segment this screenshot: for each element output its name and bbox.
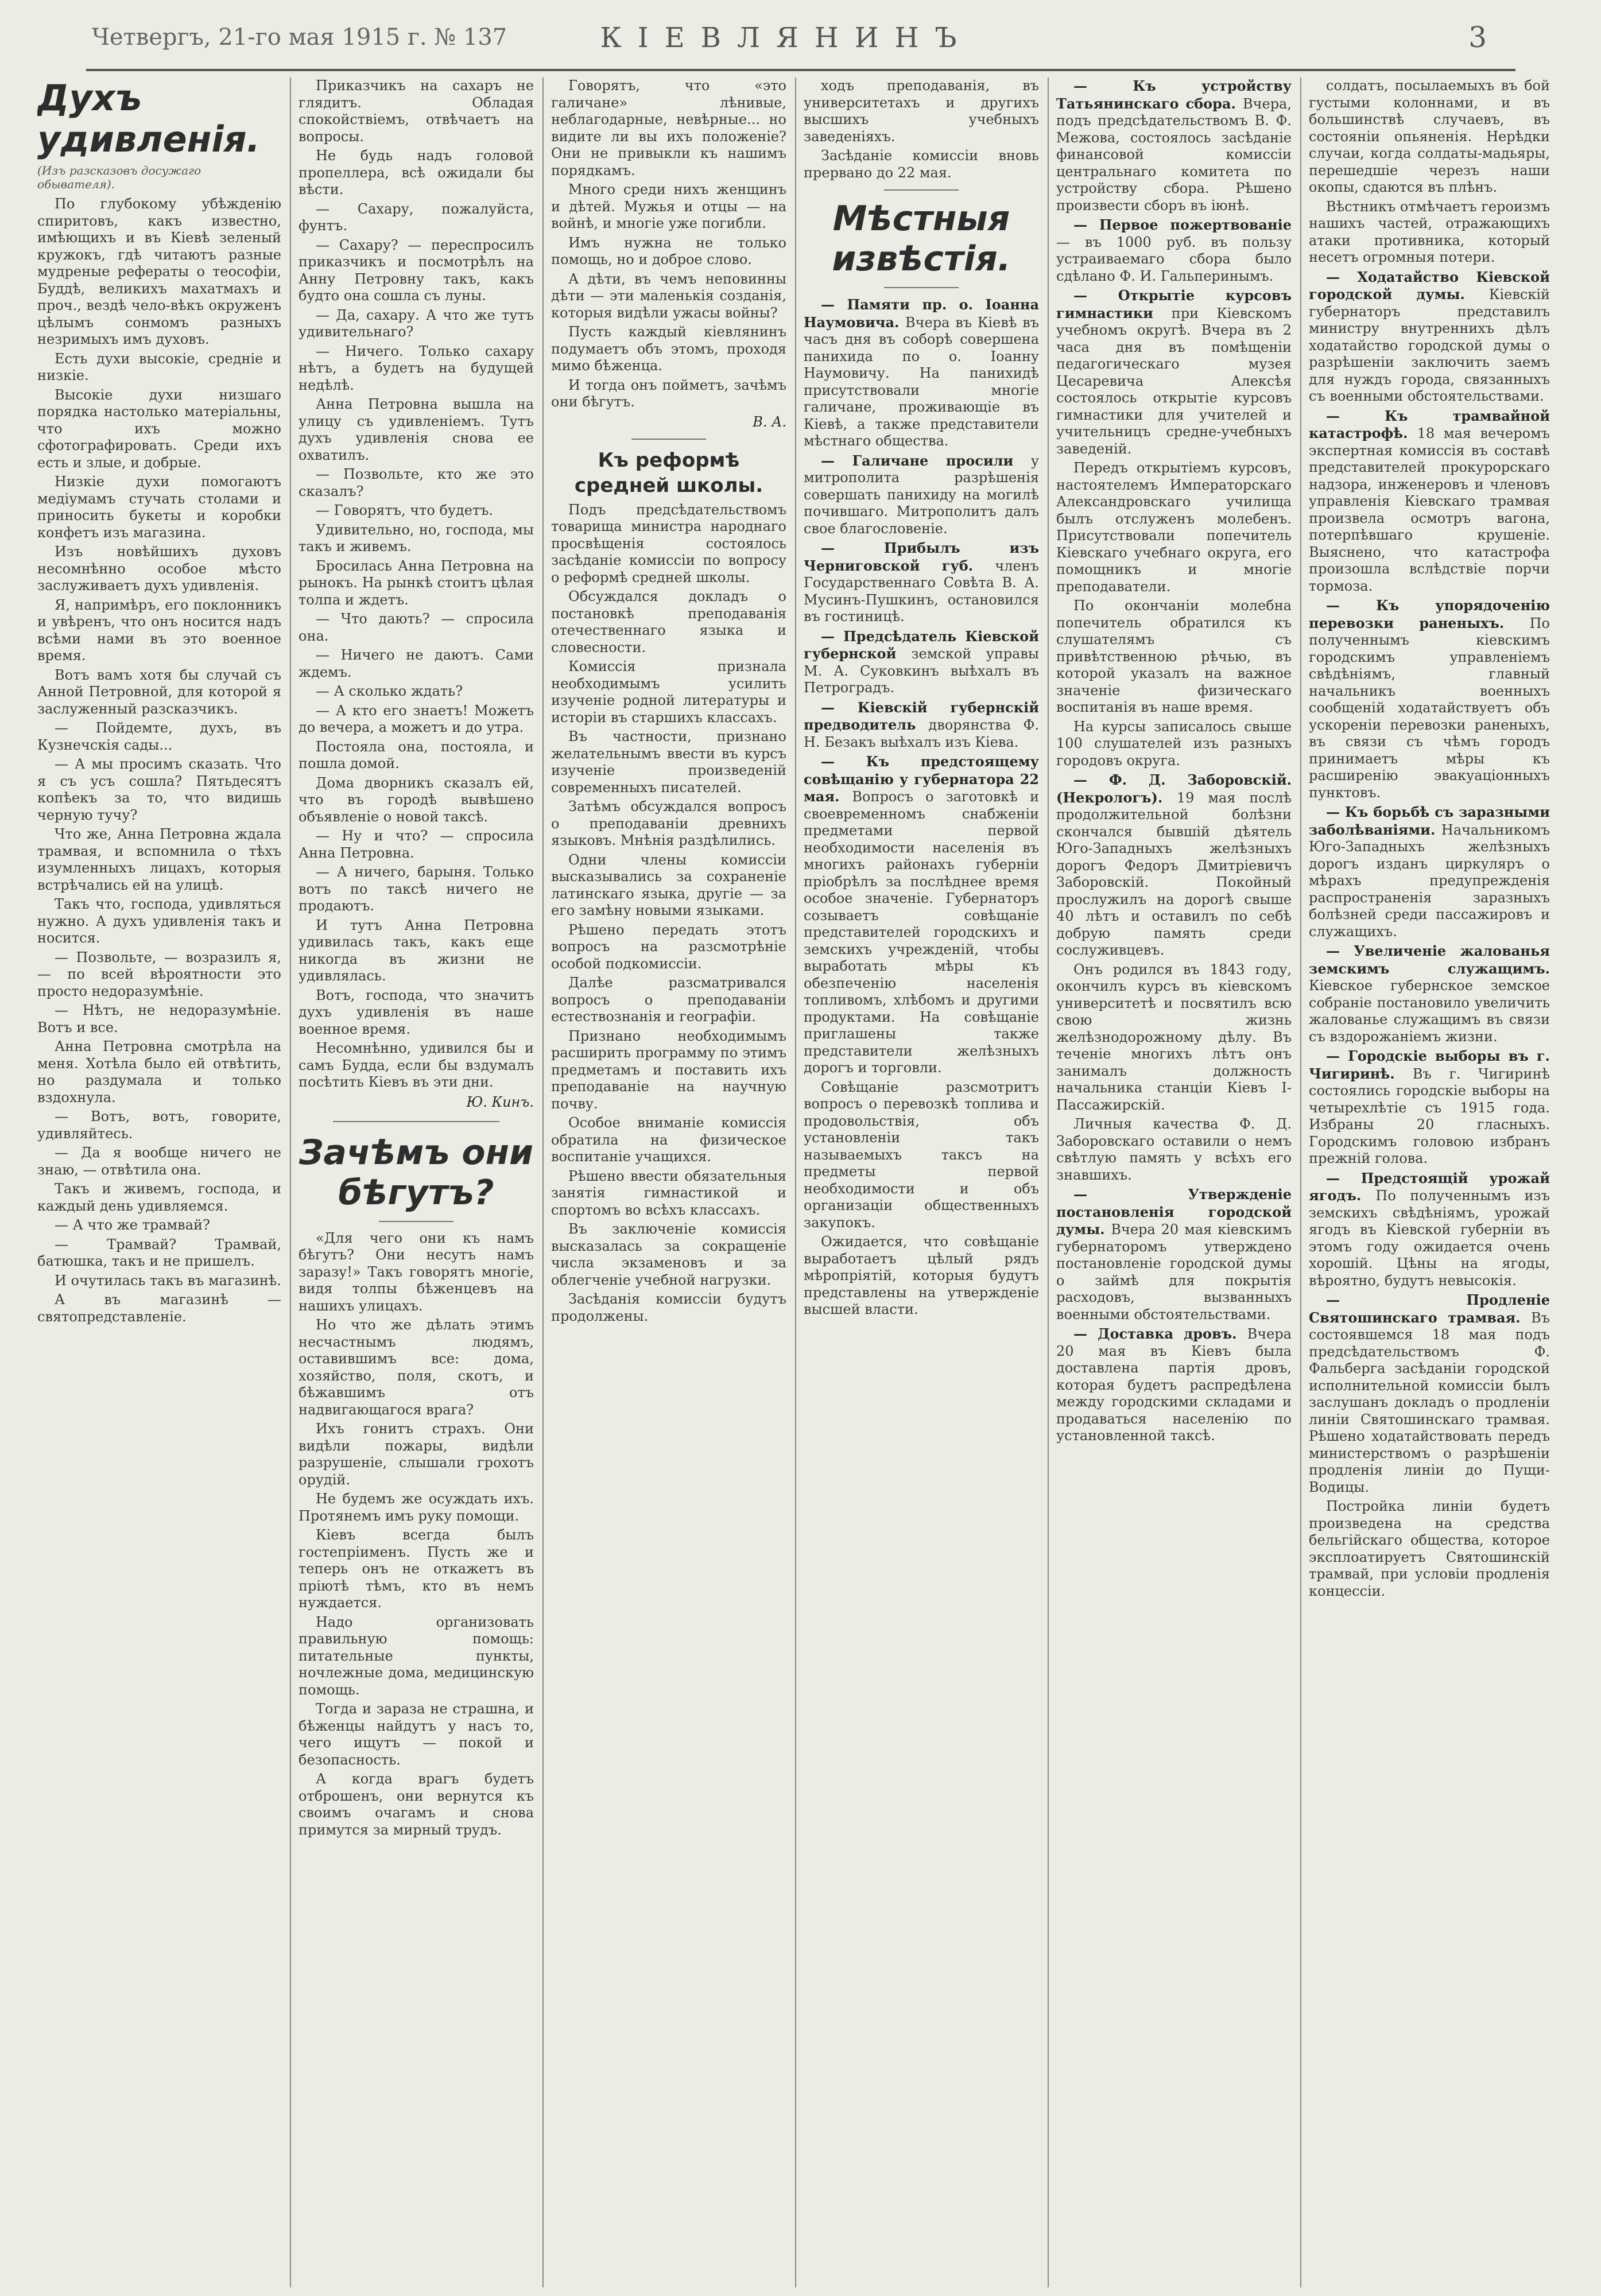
news-item-title: — Къ трамвайной катастрофѣ.: [1309, 407, 1550, 441]
paragraph: — А кто его знаетъ! Можетъ до вечера, а можетъ и до утра.: [299, 702, 534, 735]
paragraph: Одни члены комиссіи высказывались за сохраненіе латинскаго языка, другіе — за его замѣну новыми языками.: [551, 851, 786, 918]
section-divider: [884, 287, 959, 288]
news-item-title: — Утвержденіе постановленія городской думы.: [1056, 1186, 1292, 1238]
paragraph: И тогда онъ пойметъ, зачѣмъ они бѣгутъ.: [551, 377, 786, 410]
section-divider: [884, 189, 959, 191]
column-divider: [795, 77, 796, 2287]
column-6: [1309, 77, 1550, 2287]
paragraph: — Да я вообще ничего не знаю, — отвѣтила она.: [37, 1145, 281, 1178]
news-item: [1056, 961, 1292, 1114]
news-item-text: По окончаніи молебна попечитель обратился къ слушателямъ съ привѣтственною рѣчью, въ которой указалъ на важное значеніе физическаго воспитанія въ наше время.: [1056, 598, 1292, 715]
paragraph: — Ничего. Только сахару нѣтъ, а будетъ на будущей недѣлѣ.: [299, 343, 534, 393]
paragraph: Пусть каждый кіевлянинъ подумаетъ объ этомъ, проходя мимо бѣженца.: [551, 324, 786, 374]
news-item: [1309, 597, 1550, 801]
paragraph: А дѣти, въ чемъ неповинны дѣти — эти маленькія созданія, которыя видѣли ужасы войны?: [551, 270, 786, 321]
paragraph: Затѣмъ обсуждался вопросъ о преподаваніи древнихъ языковъ. Мнѣнія раздѣлились.: [551, 798, 786, 848]
paragraph: Приказчикъ на сахаръ не глядитъ. Обладая спокойствіемъ, отвѣчаетъ на вопросы.: [299, 77, 534, 145]
news-item: [1056, 77, 1292, 214]
news-item-title: — Ф. Д. Заборовскій. (Некрологъ).: [1056, 771, 1292, 806]
newspaper-title: КІЕВЛЯНИНЪ: [600, 22, 973, 54]
column-5: [1056, 77, 1292, 2287]
paragraph: Удивительно, но, господа, мы такъ и живемъ.: [299, 521, 534, 554]
paragraph: Засѣданіе комиссіи вновь прервано до 22 мая.: [804, 148, 1039, 181]
news-item-text: Начальникомъ Юго-Западныхъ желѣзныхъ дорогъ изданъ циркуляръ о мѣрахъ предупрежденія распространенія заразныхъ болѣзней среди пассажировъ и служащихъ.: [1309, 821, 1550, 940]
paragraph: Такъ и живемъ, господа, и каждый день удивляемся.: [37, 1181, 281, 1214]
news-item-text: По полученнымъ кіевскимъ городскимъ управленіемъ свѣдѣніямъ, главный начальникъ военныхъ сообщеній ходатайствуетъ объ ускореніи перевозки раненыхъ, въ связи съ чѣмъ городъ принимаетъ мѣры къ расширенію эвакуаціонныхъ пунктовъ.: [1309, 615, 1550, 801]
paragraph: Несомнѣнно, удивился бы и самъ Будда, если бы вздумалъ посѣтить Кіевъ въ эти дни.: [299, 1040, 534, 1090]
paragraph: Анна Петровна смотрѣла на меня. Хотѣла было ей отвѣтить, но раздумала и только вздохнула.: [37, 1038, 281, 1106]
paragraph: Много среди нихъ женщинъ и дѣтей. Мужья и отцы — на войнѣ, и многіе уже погибли.: [551, 181, 786, 231]
news-item: [1309, 1498, 1550, 1600]
section-headline: Мѣстныя извѣстія.: [832, 199, 1011, 279]
paragraph: Ихъ гонитъ страхъ. Они видѣли пожары, видѣли разрушеніе, слышали грохотъ орудій.: [299, 1421, 534, 1488]
paragraph: Тогда и зараза не страшна, и бѣженцы найдутъ у насъ то, чего ищутъ — покой и безопасность.: [299, 1701, 534, 1768]
news-item: [1056, 460, 1292, 595]
paragraph: — Вотъ, вотъ, говорите, удивляйтесь.: [37, 1108, 281, 1142]
paragraph: Низкіе духи помогаютъ медіумамъ стучать столами и приносить букеты и коробки конфетъ изъ магазина.: [37, 474, 281, 541]
paragraph: Надо организовать правильную помощь: питательные пункты, ночлежные дома, медицинскую помощь.: [299, 1614, 534, 1698]
paragraph: — Ничего не даютъ. Сами ждемъ.: [299, 647, 534, 680]
paragraph: Признано необходимымъ расширить программу по этимъ предметамъ и поставить ихъ преподаваніе на научную почву.: [551, 1027, 786, 1112]
news-item-text: солдатъ, посылаемыхъ въ бой густыми колоннами, и въ большинствѣ случаевъ, въ состояніи опьяненія. Нерѣдки случаи, когда солдаты-мадьяры, перешедшіе черезъ наши окопы, сдаются въ плѣнъ.: [1309, 77, 1550, 195]
article-headline: Къ реформѣ средней школы.: [574, 448, 763, 497]
paragraph: — Ну и что? — спросила Анна Петровна.: [299, 828, 534, 861]
news-item-title: — Предсѣдатель Кіевской губернской: [804, 627, 1039, 662]
paragraph: ходъ преподаванія, въ университетахъ и другихъ высшихъ учебныхъ заведеніяхъ.: [804, 77, 1039, 145]
paragraph: — Сахару, пожалуйста, фунтъ.: [299, 200, 534, 234]
article-body: [551, 77, 786, 411]
news-item-text: 18 мая вечеромъ экспертная комиссія въ составѣ представителей прокурорскаго надзора, инженеровъ и членовъ управленія Кіевскаго трамвая произвела осмотръ вагона, потерпѣвшаго крушеніе. Выяснено, что катастрофа произошла вслѣдствіе порчи тормоза.: [1309, 425, 1550, 594]
news-item: [804, 1079, 1039, 1232]
news-item-text: — въ 1000 руб. въ пользу устраиваемаго сбора было сдѣлано Ф. И. Гальперинымъ.: [1056, 234, 1292, 284]
paragraph: Но что же дѣлать этимъ несчастнымъ людямъ, оставившимъ все: дома, хозяйство, поля, скотъ, и бѣжавшимъ отъ надвигающагося врага?: [299, 1317, 534, 1418]
news-item: [1056, 1116, 1292, 1184]
paragraph: — А ничего, барыня. Только вотъ по таксѣ ничего не продаютъ.: [299, 864, 534, 914]
paragraph: Я, напримѣръ, его поклонникъ и увѣренъ, что онъ носится надъ всѣми нами въ это военное время.: [37, 596, 281, 664]
news-item-text: 19 мая послѣ продолжительной болѣзни скончался бывшій дѣятель Юго-Западныхъ желѣзныхъ дорогъ Федоръ Дмитріевичъ Заборовскій. Покойный прослужилъ на дорогѣ свыше 40 лѣтъ и оставилъ по себѣ добрую память среди сослуживцевъ.: [1056, 789, 1292, 958]
news-item-title: — Открытіе курсовъ гимнастики: [1056, 287, 1292, 321]
news-item: [1056, 287, 1292, 457]
page-number: 3: [1468, 21, 1487, 54]
news-item-text: при Кіевскомъ учебномъ округѣ. Вчера въ 2 часа дня въ помѣщеніи педагогическаго музея Цесаревича Алексѣя состоялось открытіе курсовъ гимнастики для учителей и учительницъ средне-учебныхъ заведеній.: [1056, 305, 1292, 457]
paragraph: Комиссія признала необходимымъ усилить изученіе родной литературы и исторіи въ старшихъ классахъ.: [551, 658, 786, 726]
news-item-text: Вчера 20 мая кіевскимъ губернаторомъ утверждено постановленіе городской думы о займѣ для покрытія расходовъ, вызванныхъ военными обстоятельствами.: [1056, 1221, 1292, 1322]
news-item-title: — Галичане просили: [821, 452, 1031, 469]
paragraph: Дома дворникъ сказалъ ей, что въ городѣ вывѣшено объявленіе о новой таксѣ.: [299, 774, 534, 825]
news-item: [804, 296, 1039, 450]
paragraph: — Сахару? — переспросилъ приказчикъ и посмотрѣлъ на Анну Петровну такъ, какъ будто она сошла съ луны.: [299, 236, 534, 304]
paragraph: Вотъ, господа, что значитъ духъ удивленія въ наше военное время.: [299, 987, 534, 1037]
news-item-title: — Увеличеніе жалованья земскимъ служащимъ.: [1309, 943, 1550, 977]
paragraph: А въ магазинѣ — святопредставленіе.: [37, 1292, 281, 1325]
news-item-text: Вѣстникъ отмѣчаетъ героизмъ нашихъ частей, отражающихъ атаки противника, который несетъ огромныя потери.: [1309, 198, 1550, 265]
news-item-title: — Предстоящій урожай ягодъ.: [1309, 1169, 1550, 1204]
news-item-text: Вчера въ Кіевѣ въ часъ дня въ соборѣ совершена панихида по о. Іоанну Наумовичу. На панихидѣ присутствовали многіе галичане, проживающіе въ Кіевѣ, а также представители мѣстнаго общества.: [804, 314, 1039, 449]
paragraph: Обсуждался докладъ о постановкѣ преподаванія отечественнаго языка и словесности.: [551, 588, 786, 656]
paragraph: Подъ предсѣдательствомъ товарища министра народнаго просвѣщенія состоялось засѣданіе комиссіи по вопросу о реформѣ средней школы.: [551, 501, 786, 585]
news-item-title: — Ходатайство Кіевской городской думы.: [1309, 268, 1550, 302]
news-item: [804, 628, 1039, 697]
paragraph: Кіевъ всегда былъ гостепріименъ. Пусть же и теперь онъ не откажетъ въ пріютѣ тѣмъ, кто въ немъ нуждается.: [299, 1527, 534, 1611]
news-item-title: — Прибылъ изъ Черниговской губ.: [804, 540, 1039, 574]
column-divider: [542, 77, 544, 2287]
paragraph: Постояла она, постояла, и пошла домой.: [299, 738, 534, 771]
news-item-text: земской управы М. А. Суковкинъ выѣхалъ въ Петроградъ.: [804, 646, 1039, 696]
paragraph: Засѣданія комиссіи будутъ продолжены.: [551, 1291, 786, 1324]
news-item: [1309, 77, 1550, 196]
article-signature: Ю. Кинъ.: [466, 1093, 534, 1110]
paragraph: Имъ нужна не только помощь, но и доброе слово.: [551, 234, 786, 267]
news-item: [1056, 598, 1292, 716]
paragraph: Говорятъ, что «это галичане» лѣнивые, неблагодарные, невѣрные... но видите ли вы ихъ положеніе? Они не привыкли къ нашимъ порядкамъ.: [551, 77, 786, 179]
news-item: [1309, 804, 1550, 940]
column-2: [299, 77, 534, 2287]
paragraph: — А что же трамвай?: [55, 1217, 210, 1233]
news-item-text: членъ Государственнаго Совѣта В. А. Мусинъ-Пушкинъ, остановился въ гостиницѣ.: [804, 557, 1039, 625]
news-item: [1309, 943, 1550, 1045]
news-item-text: Вчера, подъ предсѣдательствомъ В. Ф. Межова, состоялось засѣданіе финансовой комиссіи центральнаго комитета по устройству сбора. Рѣшено произвести сборъ въ іюнѣ.: [1056, 95, 1292, 214]
news-items: [1056, 77, 1292, 1445]
news-item: [1309, 269, 1550, 405]
paragraph: Не будемъ же осуждать ихъ. Протянемъ имъ руку помощи.: [299, 1491, 534, 1524]
news-item-text: Передъ открытіемъ курсовъ, настоятелемъ Императорскаго Александровскаго училища былъ отслуженъ молебенъ. Присутствовали попечитель Кіевскаго учебнаго округа, его помощникъ и многіе преподаватели.: [1056, 460, 1292, 595]
paragraph: А когда врагъ будетъ отброшенъ, они вернутся къ своимъ очагамъ и снова примутся за мирный трудъ.: [299, 1771, 534, 1838]
news-item: [804, 753, 1039, 1077]
news-item-title: — Къ устройству Татьянинскаго сбора.: [1056, 77, 1292, 112]
news-item-title: — Городскіе выборы въ г. Чигиринѣ.: [1309, 1048, 1550, 1082]
paragraph: — Позвольте, кто же это сказалъ?: [299, 466, 534, 499]
issue-date: Четвергъ, 21-го мая 1915 г. № 137: [92, 24, 507, 51]
paragraph: — А мы просимъ сказать. Что я съ усъ сошла? Пятьдесятъ копѣекъ за то, что видишь черную тучу?: [37, 756, 281, 823]
news-item: [804, 540, 1039, 626]
news-item-text: Совѣщаніе разсмотритъ вопросъ о перевозкѣ топлива и продовольствія, объ установленіи такъ называемыхъ таксъ на предметы первой необходимости и объ организаціи общественныхъ закупокъ.: [804, 1079, 1039, 1231]
article-body: [551, 502, 786, 1325]
paragraph: Есть духи высокіе, средніе и низкіе.: [37, 350, 281, 383]
paragraph: — Нѣтъ, не недоразумѣніе. Вотъ и все.: [37, 1002, 281, 1035]
article-headline: Духъ удивленія.: [37, 77, 261, 160]
article-body: [37, 196, 281, 1325]
column-3: [551, 77, 786, 2287]
news-item-title: — Къ предстоящему совѣщанію у губернатора 22 мая.: [804, 753, 1039, 805]
paragraph: — Говорятъ, что будетъ.: [316, 502, 494, 518]
news-item: [1309, 199, 1550, 266]
article-body: [299, 77, 534, 1091]
news-items: [804, 296, 1039, 1318]
news-item: [1056, 719, 1292, 770]
news-item-title: — Къ борьбѣ съ заразными заболѣваніями.: [1309, 804, 1550, 838]
news-item-text: Въ г. Чигиринѣ состоялись городскіе выборы на четырехлѣтіе съ 1915 года. Избраны 20 гласныхъ. Городскимъ головою избранъ прежній голова.: [1309, 1065, 1550, 1166]
news-item-text: Личныя качества Ф. Д. Заборовскаго оставили о немъ свѣтлую память у всѣхъ его знавшихъ.: [1056, 1116, 1292, 1183]
news-item: [1309, 1292, 1550, 1496]
article-body: [299, 1230, 534, 1839]
news-item-text: Вчера 20 мая въ Кіевъ была доставлена партія дровъ, которая будетъ распредѣлена между городскими складами и продаваться населенію по установленной таксѣ.: [1056, 1326, 1292, 1444]
paragraph: Изъ новѣйшихъ духовъ несомнѣнно особое мѣсто заслуживаетъ духъ удивленія.: [37, 544, 281, 594]
column-4: [804, 77, 1039, 2287]
section-divider: [631, 439, 706, 440]
paragraph: — Что дають? — спросила она.: [299, 611, 534, 644]
news-item: [1056, 216, 1292, 285]
column-divider: [290, 77, 291, 2287]
news-item: [804, 452, 1039, 538]
paragraph: Рѣшено ввести обязательныя занятія гимнастикой и спортомъ во всѣхъ классахъ.: [551, 1168, 786, 1218]
news-items: [1309, 77, 1550, 1600]
paragraph: Вотъ вамъ хотя бы случай съ Анной Петровной, для которой я заслуженный разсказчикъ.: [37, 666, 281, 717]
article-headline: Зачѣмъ они бѣгутъ?: [299, 1132, 534, 1213]
section-divider: [333, 1121, 499, 1122]
column-divider: [1300, 77, 1301, 2287]
paragraph: — Пойдемте, духъ, въ Кузнечскія сады...: [37, 720, 281, 753]
paragraph: Не будь надъ головой пропеллера, всѣ ожидали бы вѣсти.: [299, 148, 534, 197]
news-item: [804, 1234, 1039, 1318]
news-item-text: Постройка линіи будетъ произведена на средства бельгійскаго общества, которое эксплоатируетъ Святошинскій трамвай, при условіи продленія концессіи.: [1309, 1498, 1550, 1599]
news-item-title: — Кіевскій губернскій предводитель: [804, 699, 1039, 733]
news-item-text: Ожидается, что совѣщаніе выработаетъ цѣлый рядъ мѣропріятій, которыя будутъ представлены на утвержденіе высшей власти.: [804, 1234, 1039, 1317]
paragraph: Особое вниманіе комиссія обратила на физическое воспитаніе учащихся.: [551, 1115, 786, 1165]
news-item: [1056, 771, 1292, 959]
paragraph: — Трамвай? Трамвай, батюшка, такъ и не пришелъ.: [37, 1236, 281, 1269]
paragraph: Анна Петровна вышла на улицу съ удивленіемъ. Тутъ духъ удивленія снова ее охватилъ.: [299, 396, 534, 463]
column-1: [37, 77, 281, 2287]
news-item: [804, 699, 1039, 751]
paragraph: «Для чего они къ намъ бѣгутъ? Они несутъ намъ заразу!» Такъ говорятъ многіе, видя толпы бѣженцевъ на нашихъ улицахъ.: [299, 1230, 534, 1314]
news-item-text: у митрополита разрѣшенія совершать панихиду на могилѣ почившаго. Митрополитъ далъ свое благословеніе.: [804, 452, 1039, 537]
news-item-title: — Доставка дровъ.: [1073, 1325, 1247, 1342]
paragraph: Рѣшено передать этотъ вопросъ на разсмотрѣніе особой подкомиссіи.: [551, 921, 786, 972]
news-item-text: По полученнымъ изъ земскихъ свѣдѣніямъ, урожай ягодъ въ Кіевской губерніи въ этомъ году ожидается очень хорошій. Цѣны на ягоды, вѣроятно, будутъ невысокія.: [1309, 1188, 1550, 1289]
masthead-rule: [86, 69, 1515, 71]
news-item: [1309, 1170, 1550, 1290]
paragraph: Что же, Анна Петровна ждала трамвая, и вспомнила о тѣхъ изумленныхъ лицахъ, которыя встрѣчались ей на улицѣ.: [37, 826, 281, 893]
paragraph: Въ частности, признано желательнымъ ввести въ курсъ изученіе произведеній современныхъ писателей.: [551, 728, 786, 796]
paragraph: Высокіе духи низшаго порядка настолько матеріальны, что ихъ можно сфотографировать. Среди ихъ есть и злые, и добрые.: [37, 386, 281, 471]
news-item-title: — Продленіе Святошинскаго трамвая.: [1309, 1292, 1550, 1326]
news-item: [1056, 1186, 1292, 1323]
news-item-text: Онъ родился въ 1843 году, окончилъ курсъ въ кіевскомъ университетѣ и посвятилъ всю свою жизнь желѣзнодорожному дѣлу. Въ теченіе многихъ лѣтъ онъ занималъ должность начальника станціи Кіевъ I-Пассажирскій.: [1056, 961, 1292, 1113]
article-subheadline: (Изъ разсказовъ досужаго обывателя).: [37, 164, 201, 191]
news-item-text: дворянства Ф. Н. Безакъ выѣхалъ изъ Кіева.: [804, 717, 1039, 750]
paragraph: Далѣе разсматривался вопросъ о преподаваніи естествознанія и географіи.: [551, 975, 786, 1025]
paragraph: И тутъ Анна Петровна удивилась такъ, какъ еще никогда въ жизни не удивлялась.: [299, 917, 534, 984]
news-item-title: — Памяти пр. о. Іоанна Наумовича.: [804, 296, 1039, 331]
news-item-title: — Къ упорядоченію перевозки раненыхъ.: [1309, 597, 1550, 631]
paragraph: Бросилась Анна Петровна на рынокъ. На рынкѣ стоитъ цѣлая толпа и ждетъ.: [299, 557, 534, 608]
news-item: [1056, 1325, 1292, 1445]
news-item-text: На курсы записалось свыше 100 слушателей изъ разныхъ городовъ округа.: [1056, 718, 1292, 769]
paragraph: Такъ что, господа, удивляться нужно. А духъ удивленія такъ и носится.: [37, 896, 281, 946]
news-item-title: — Первое пожертвованіе: [1073, 216, 1292, 233]
paragraph: По глубокому убѣжденію спиритовъ, какъ известно, имѣющихъ и въ Кіевѣ зеленый кружокъ, гдѣ читаютъ разные мудреные рефераты о теософіи, Буддѣ, великихъ махатмахъ и проч., вездѣ чело-вѣкъ окруженъ цѣлымъ сонмомъ разныхъ незримыхъ имъ духовъ.: [37, 196, 281, 347]
article-signature: В. А.: [753, 413, 786, 430]
masthead: [86, 16, 1487, 68]
paragraph: — Да, сахару. А что же тутъ удивительнаго?: [299, 307, 534, 340]
paragraph: Въ заключеніе комиссія высказалась за сокращеніе числа экзаменовъ и за облегченіе учебной нагрузки.: [551, 1221, 786, 1288]
news-item: [1309, 1048, 1550, 1168]
article-body: [804, 77, 1039, 181]
news-item-text: Кіевское губернское земское собраніе постановило увеличить жалованье служащимъ въ связи съ вздорожаніемъ жизни.: [1309, 978, 1550, 1045]
news-item-text: Вопросъ о заготовкѣ и своевременномъ снабженіи предметами первой необходимости населенія въ многихъ районахъ губерніи пріобрѣлъ за послѣднее время особое значеніе. Губернаторъ созываетъ совѣщаніе представителей городскихъ и земскихъ учрежденій, чтобы выработать мѣры къ обезпеченію населенія топливомъ, хлѣбомъ и другими продуктами. На совѣщаніе приглашены также представители желѣзныхъ дорогъ и торговли.: [804, 789, 1039, 1076]
section-divider: [379, 1221, 453, 1222]
news-item-text: Въ состоявшемся 18 мая подъ предсѣдательствомъ Ф. Фальберга засѣданіи городской исполнительной комиссіи былъ заслушанъ докладъ о продленіи линіи Святошинскаго трамвая. Рѣшено ходатайствовать передъ министерствомъ о разрѣшеніи продленія линіи до Пущи-Водицы.: [1309, 1309, 1550, 1495]
paragraph: — А сколько ждать?: [316, 683, 463, 699]
news-item-text: Кіевскій губернаторъ представилъ министру внутреннихъ дѣлъ ходатайство городской думы о разрѣшеніи заключить заемъ для нуждъ города, связанныхъ съ военными обстоятельствами.: [1309, 286, 1550, 404]
paragraph: И очутилась такъ въ магазинѣ.: [55, 1272, 281, 1289]
news-item: [1309, 408, 1550, 595]
column-divider: [1048, 77, 1049, 2287]
paragraph: — Позвольте, — возразилъ я, — по всей вѣроятности это просто недоразумѣніе.: [37, 949, 281, 999]
